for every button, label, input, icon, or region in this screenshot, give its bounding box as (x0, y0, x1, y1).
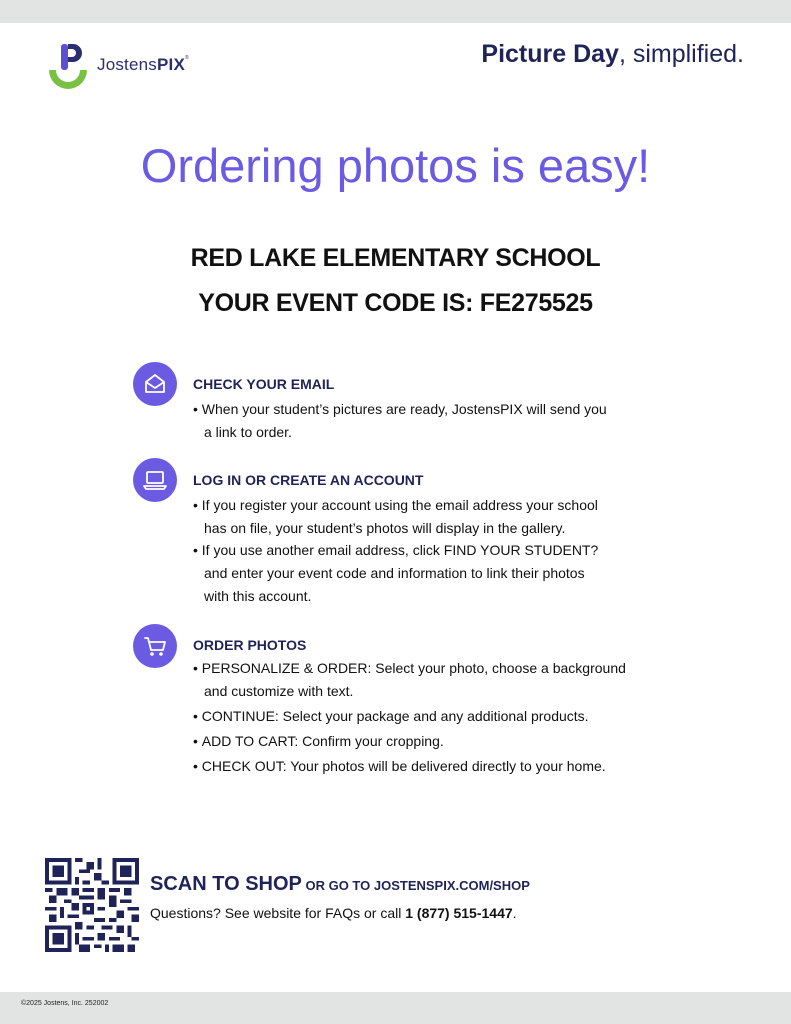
laptop-icon (133, 458, 177, 502)
jostenspix-logo (46, 42, 216, 92)
list-item: • If you register your account using the email address your school has on file, your student’s photos will display in the gallery. (193, 497, 598, 536)
step-title-order-photos: ORDER PHOTOS (193, 637, 307, 653)
list-item: • CONTINUE: Select your package and any additional products. (193, 708, 589, 724)
cart-icon (133, 624, 177, 668)
list-item: • PERSONALIZE & ORDER: Select your photo, choose a background and customize with text. (193, 660, 626, 699)
event-code: YOUR EVENT CODE IS: FE275525 (198, 289, 593, 317)
headline: Ordering photos is easy! (140, 139, 651, 192)
tagline: Picture Day, simplified. (481, 40, 744, 68)
logo-mark-icon (46, 42, 94, 92)
bottom-band (0, 992, 791, 1024)
list-item: • CHECK OUT: Your photos will be delivered directly to your home. (193, 758, 606, 774)
step-title-log-in: LOG IN OR CREATE AN ACCOUNT (193, 472, 424, 488)
scan-to-shop[interactable]: SCAN TO SHOP OR GO TO JOSTENSPIX.COM/SHOP (150, 873, 530, 895)
phone-number[interactable]: 1 (877) 515-1447 (405, 905, 513, 921)
list-item: • If you use another email address, click FIND YOUR STUDENT? and enter your event code and information to link their photos with this account. (193, 542, 599, 604)
logo-wordmark: JostensPIX® (97, 55, 189, 74)
envelope-icon (133, 362, 177, 406)
questions-line: Questions? See website for FAQs or call 1 (877) 515-1447. (150, 905, 517, 921)
qr-code-icon[interactable] (45, 858, 139, 952)
step-title-check-email: CHECK YOUR EMAIL (193, 376, 335, 392)
school-name: RED LAKE ELEMENTARY SCHOOL (190, 244, 601, 272)
copyright: ©2025 Jostens, Inc. 252002 (21, 1000, 109, 1007)
list-item: • When your student’s pictures are ready, JostensPIX will send you a link to order. (193, 401, 607, 440)
top-band (0, 0, 791, 23)
list-item: • ADD TO CART: Confirm your cropping. (193, 733, 444, 749)
